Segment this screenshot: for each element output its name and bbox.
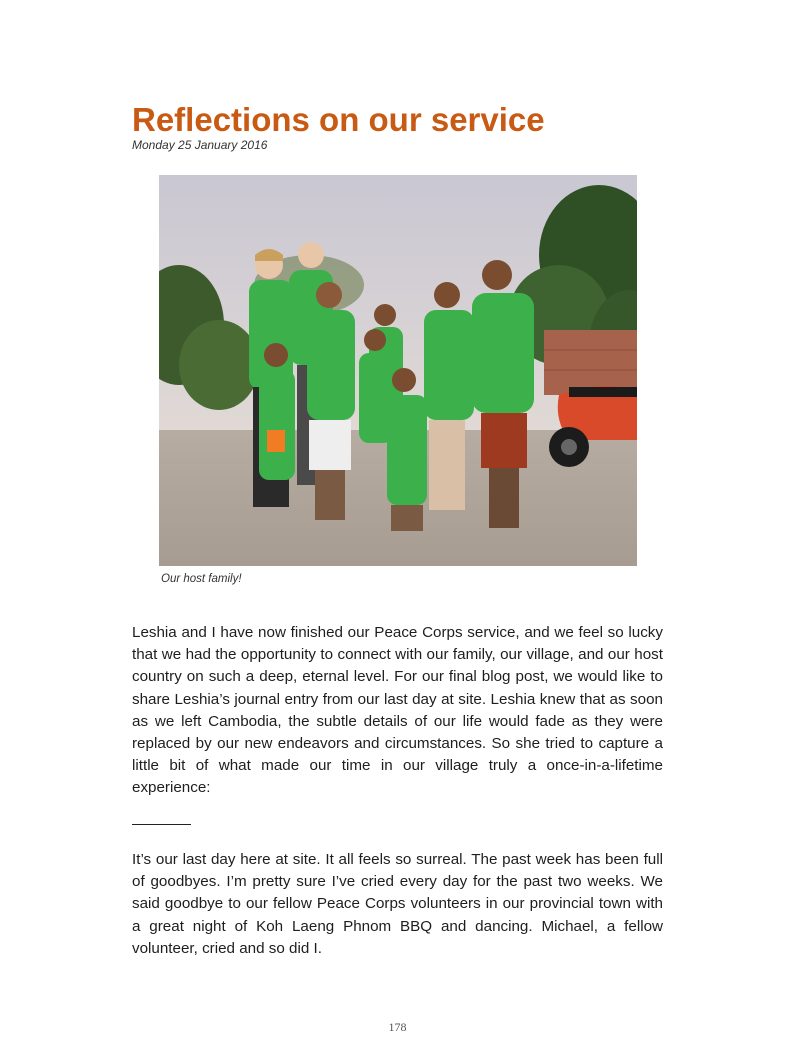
photo-wall: [544, 330, 637, 395]
section-divider: [132, 824, 191, 825]
body-paragraph: Leshia and I have now finished our Peace Corps service, and we feel so lucky that we had the opportunity to connect with our family, our village, and our host country on such a deep, eternal level. For our final blog post, we would like to share Leshia’s journal entry from our last day at site. Leshia knew that as soon as we left Cambodia, the subtle details of our life would fade as they were replaced by our new endeavors and circumstances. So she tried to capture a little bit of what made our time in our village truly a once-in-a-lifetime experience:: [132, 624, 663, 797]
post-date: Monday 25 January 2016: [132, 138, 268, 152]
post-title: Reflections on our service: [132, 101, 545, 138]
body-paragraph: It’s our last day here at site. It all feels so surreal. The past week has been full of goodbyes. I’m pretty sure I’ve cried every day for the past two weeks. We said goodbye to our fellow Peace Corps volunteers in our provincial town with a great night of Koh Laeng Phnom BBQ and dancing. Michael, a fellow volunteer, cried and so did I.: [132, 851, 663, 957]
photo-caption: Our host family!: [161, 573, 242, 585]
page-number: 178: [388, 1020, 407, 1034]
host-family-photo: [159, 175, 637, 566]
